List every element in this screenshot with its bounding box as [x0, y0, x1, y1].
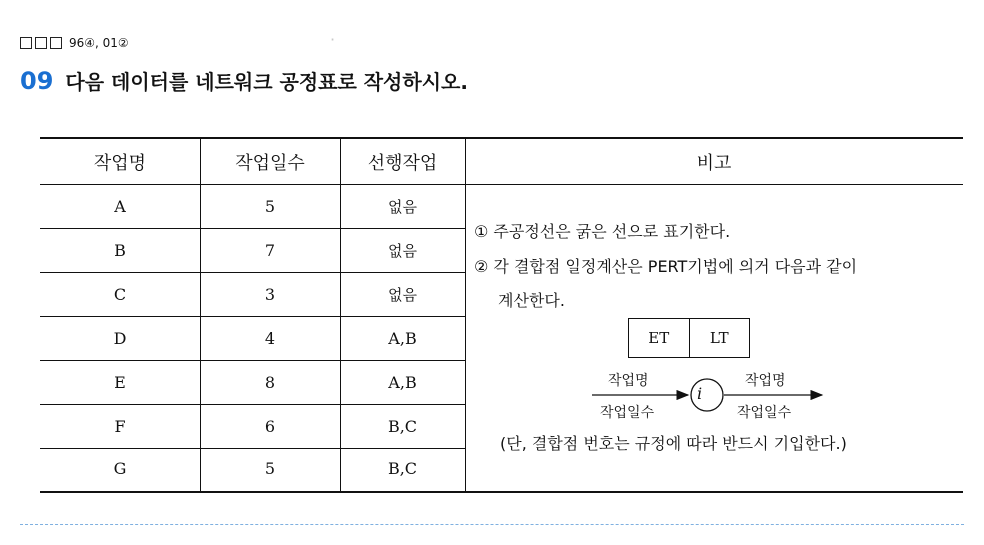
table-header — [40, 139, 963, 185]
header-task: 작업명 — [93, 152, 147, 174]
bleed-through-text: · — [330, 30, 337, 49]
cell-predecessor: 없음 — [388, 241, 417, 260]
header-days: 작업일수 — [235, 152, 305, 174]
cell-days: 6 — [264, 416, 276, 436]
table-row — [40, 228, 465, 273]
cell-task: A — [114, 196, 126, 216]
cell-predecessor: 없음 — [388, 197, 417, 216]
table-row — [40, 360, 465, 405]
table-row — [40, 404, 465, 449]
cell-predecessor: B,C — [387, 416, 418, 436]
cell-task: F — [114, 416, 126, 436]
cell-predecessor: B,C — [387, 459, 418, 478]
header-remarks: 비고 — [696, 152, 732, 174]
table-row — [40, 448, 465, 489]
note-1: ① 주공정선은 굵은 선으로 표기한다. — [474, 222, 731, 241]
page-divider — [20, 524, 964, 525]
arrow-in-top-label: 작업명 — [608, 373, 649, 389]
cell-days: 3 — [264, 284, 276, 304]
checkbox[interactable] — [50, 37, 62, 49]
checkbox[interactable] — [20, 37, 32, 49]
note-2-continued: 계산한다. — [498, 291, 565, 310]
cell-task: G — [113, 459, 127, 478]
arrow-out-top-label: 작업명 — [745, 373, 786, 389]
question-title — [20, 66, 468, 95]
table-row — [40, 316, 465, 361]
cell-task: E — [114, 372, 126, 392]
question-text: 다음 데이터를 네트워크 공정표로 작성하시오. — [65, 70, 468, 94]
table-row — [40, 184, 465, 229]
cell-task: B — [114, 240, 126, 260]
cell-days: 5 — [264, 196, 276, 216]
node-circle — [691, 379, 723, 411]
cell-days: 4 — [264, 328, 276, 348]
arrow-out-bottom-label: 작업일수 — [737, 405, 792, 421]
cell-predecessor: 없음 — [388, 285, 417, 304]
source-label: 96④, 01② — [69, 36, 129, 50]
cell-days: 7 — [264, 240, 276, 260]
cell-days: 8 — [264, 372, 276, 392]
et-lt-box — [628, 318, 750, 358]
cell-predecessor: A,B — [388, 328, 417, 348]
cell-predecessor: A,B — [388, 372, 417, 392]
cell-task: C — [113, 284, 127, 304]
note-2: ② 각 결합점 일정계산은 PERT기법에 의거 다음과 같이 — [474, 257, 858, 276]
lt-label: LT — [709, 329, 729, 347]
et-label: ET — [629, 319, 690, 357]
node-label: i — [697, 384, 703, 403]
footnote: (단, 결합점 번호는 규정에 따라 반드시 기입한다.) — [500, 434, 847, 453]
meta-line — [20, 36, 129, 50]
cell-task: D — [113, 328, 127, 348]
header-predecessor: 선행작업 — [367, 152, 438, 174]
arrow-in-bottom-label: 작업일수 — [600, 405, 655, 421]
col-divider — [465, 139, 466, 491]
cell-days: 5 — [264, 459, 276, 478]
question-number: 09 — [20, 67, 54, 95]
checkbox[interactable] — [35, 37, 47, 49]
table-row — [40, 272, 465, 317]
